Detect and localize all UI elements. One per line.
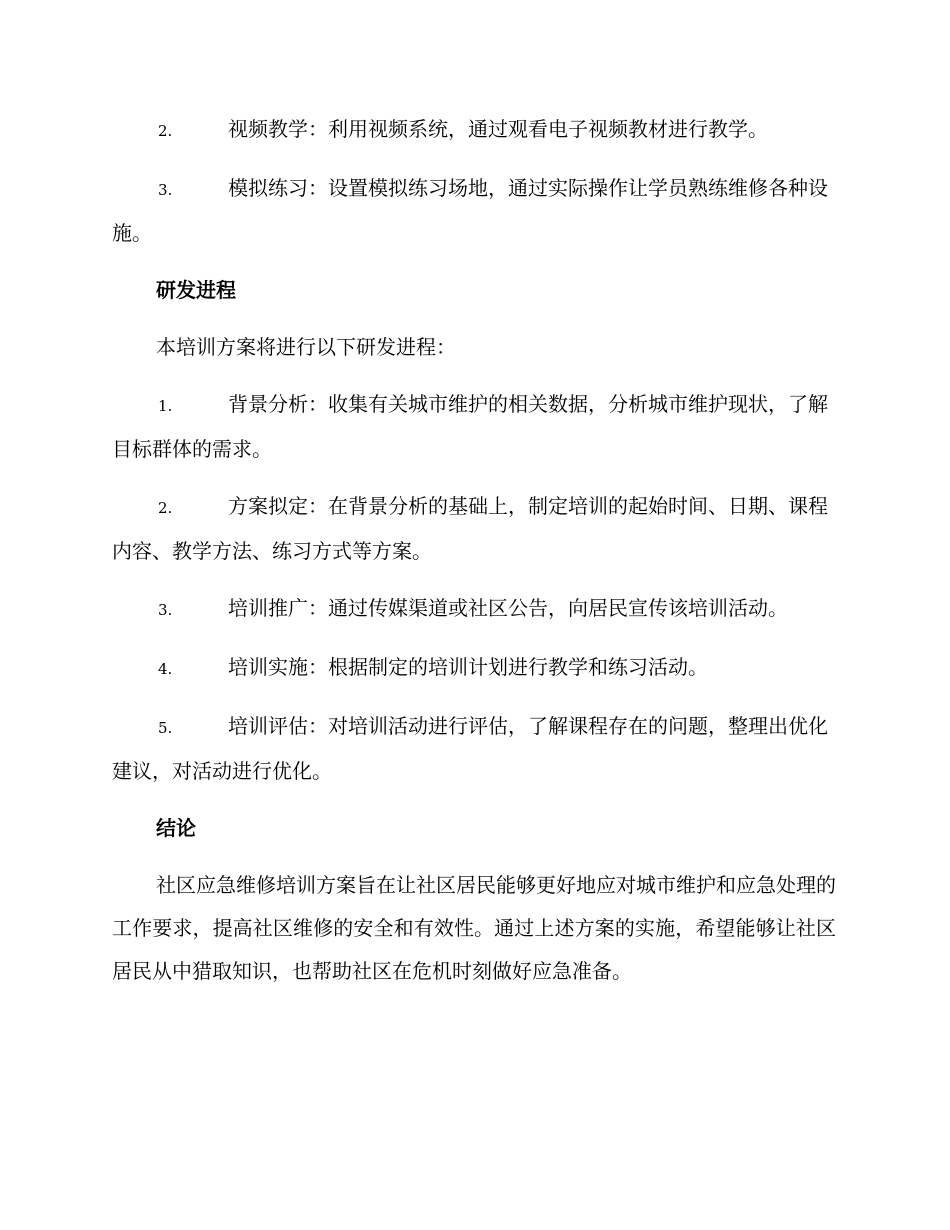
list-item-background-analysis: [112, 383, 836, 471]
list-number: 3.: [158, 601, 173, 619]
conclusion-paragraph: 社区应急维修培训方案旨在让社区居民能够更好地应对城市维护和应急处理的工作要求，提高社区维修的安全和有效性。通过上述方案的实施，希望能够让社区居民从中猎取知识，也帮助社区在危机时刻做好应急准备。: [112, 873, 836, 983]
list-number: 4.: [158, 660, 173, 678]
list-text: 培训评估：对培训活动进行评估，了解课程存在的问题，整理出优化建议，对活动进行优化。: [112, 714, 828, 783]
list-item-simulation-practice: [112, 167, 836, 255]
list-text: 模拟练习：设置模拟练习场地，通过实际操作让学员熟练维修各种设施。: [112, 176, 828, 245]
section-heading-development: 研发进程: [156, 278, 236, 302]
list-number: 2.: [158, 122, 173, 140]
section-heading-conclusion: 结论: [156, 816, 196, 840]
list-number: 3.: [158, 181, 173, 199]
list-number: 2.: [158, 499, 173, 517]
list-item-training-promotion: [112, 587, 836, 632]
list-text: 视频教学：利用视频系统，通过观看电子视频教材进行教学。: [228, 117, 768, 141]
list-number: 5.: [158, 719, 173, 737]
list-text: 背景分析：收集有关城市维护的相关数据，分析城市维护现状，了解目标群体的需求。: [112, 392, 828, 461]
list-item-training-implementation: [112, 646, 836, 691]
list-number: 1.: [158, 397, 173, 415]
document-page: [112, 108, 836, 1007]
list-text: 方案拟定：在背景分析的基础上，制定培训的起始时间、日期、课程内容、教学方法、练习方式等方案。: [112, 494, 828, 563]
list-text: 培训实施：根据制定的培训计划进行教学和练习活动。: [228, 655, 708, 679]
list-item-training-evaluation: [112, 705, 836, 793]
list-item-video-teaching: [112, 108, 836, 153]
list-text: 培训推广：通过传媒渠道或社区公告，向居民宣传该培训活动。: [228, 596, 788, 620]
list-item-plan-drafting: [112, 485, 836, 573]
development-intro: 本培训方案将进行以下研发进程：: [156, 335, 456, 359]
